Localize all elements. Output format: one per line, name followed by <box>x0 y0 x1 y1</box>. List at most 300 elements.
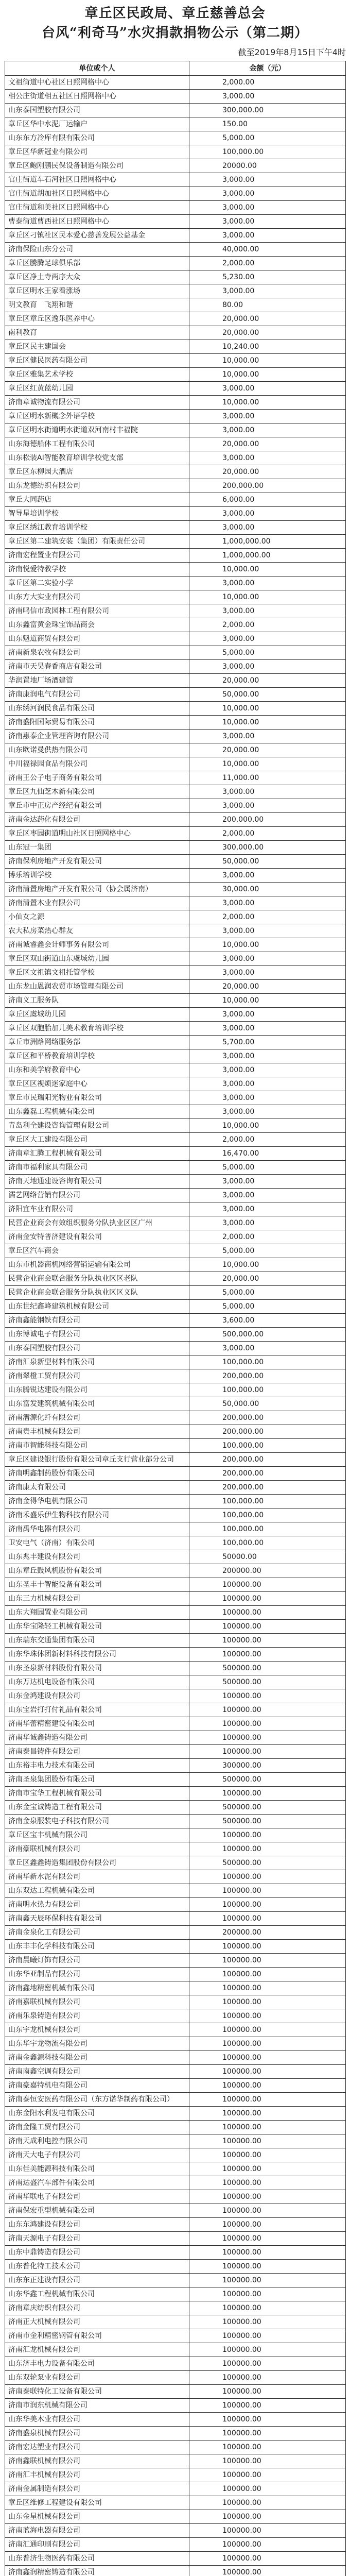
donor-name-cell: 济南汇龙机械有限公司 <box>5 2343 189 2357</box>
donor-name-cell: 山东济丰电力设备有限公司 <box>5 2357 189 2371</box>
donor-name-cell: 官庄街道胡加社区日照网格中心 <box>5 187 189 201</box>
donor-name-cell: 章丘区刁镇社区民本爱心慈善发展公益基金 <box>5 229 189 243</box>
donor-name-cell: 章丘区明水新概念外语学校 <box>5 410 189 423</box>
donation-amount-cell: 1,000,000.00 <box>189 549 346 563</box>
donation-amount-cell: 100000.00 <box>189 1592 346 1606</box>
donation-amount-cell: 3,000.00 <box>189 423 346 437</box>
donation-amount-cell: 100,000.00 <box>189 1383 346 1397</box>
table-header-row <box>5 61 346 76</box>
donor-name-cell: 济南惠泰企业管理咨询有限公司 <box>5 730 189 743</box>
table-row <box>5 1369 346 1383</box>
donation-amount-cell: 1,000,000.00 <box>189 535 346 549</box>
table-row <box>5 2441 346 2454</box>
donor-name-cell: 中川福禄园食品有限公司 <box>5 757 189 771</box>
donation-amount-cell: 100000.00 <box>189 1912 346 1926</box>
donor-name-cell: 济南金鑫源科技有限公司 <box>5 2051 189 2065</box>
table-row <box>5 966 346 980</box>
donor-name-cell: 山东圣丰十智能设备有限公司 <box>5 1578 189 1592</box>
donor-name-cell: 章丘区虞城幼儿园 <box>5 1008 189 1022</box>
table-row <box>5 2107 346 2121</box>
donor-name-cell: 济南鑫润精密铸造有限公司 <box>5 2566 189 2576</box>
donor-name-cell: 章丘区宝丰机械有限公司 <box>5 1828 189 1842</box>
donor-name-cell: 济南保险山东分公司 <box>5 243 189 257</box>
donor-name-cell: 山东普化特工技术公司 <box>5 2260 189 2274</box>
donation-amount-cell: 500000.00 <box>189 1801 346 1815</box>
notice-title-line2: 台风“利奇马”水灾捐款捐物公示（第二期） <box>0 24 350 42</box>
donor-name-cell: 济南康太有限公司 <box>5 1481 189 1495</box>
donation-amount-cell: 10,000.00 <box>189 563 346 577</box>
donor-name-cell: 山东华珠体团新材料科技有限公司 <box>5 1648 189 1662</box>
donation-amount-cell: 100000.00 <box>189 2121 346 2134</box>
donor-name-cell: 官庄街道车石河社区日照网格中心 <box>5 173 189 187</box>
donor-name-cell: 山东泰国塑胶有限公司 <box>5 104 189 117</box>
table-row <box>5 1648 346 1662</box>
donation-amount-cell: 100000.00 <box>189 2441 346 2454</box>
donation-amount-cell: 3,000.00 <box>189 1216 346 1230</box>
donor-name-cell: 山东佳美能源科技有限公司 <box>5 2162 189 2176</box>
donation-amount-cell: 100000.00 <box>189 2079 346 2093</box>
donation-amount-cell: 3,000.00 <box>189 1105 346 1119</box>
donation-amount-cell: 5,000.00 <box>189 1244 346 1258</box>
table-row <box>5 298 346 312</box>
donor-name-cell: 济南宏达塑业有限公司 <box>5 2441 189 2454</box>
donor-name-cell: 章丘区雅集艺术学校 <box>5 368 189 382</box>
donation-amount-cell: 3,000.00 <box>189 90 346 104</box>
table-row <box>5 2496 346 2510</box>
donor-name-cell: 山东市机器商机网络营销运输有限公司 <box>5 1258 189 1272</box>
table-row <box>5 2121 346 2134</box>
donation-amount-cell: 2,000.00 <box>189 618 346 632</box>
donor-name-cell: 济南新泉农牧有限公司 <box>5 646 189 660</box>
donor-name-cell: 济南豪联机械有限公司 <box>5 1842 189 1856</box>
table-row <box>5 1022 346 1036</box>
donation-amount-cell: 2,000.00 <box>189 1230 346 1244</box>
donor-name-cell: 山东普济生物医药有限公司 <box>5 2552 189 2566</box>
donor-name-cell: 济南保宏重型机械有限公司 <box>5 2204 189 2218</box>
donation-amount-cell: 100000.00 <box>189 1731 346 1745</box>
donor-name-cell: 山东双轮泵业有限公司 <box>5 2371 189 2385</box>
donation-amount-cell: 100000.00 <box>189 2218 346 2232</box>
table-row <box>5 980 346 994</box>
donation-amount-cell: 100,000.00 <box>189 1509 346 1522</box>
table-row <box>5 1536 346 1550</box>
donation-amount-cell: 100000.00 <box>189 1689 346 1703</box>
donor-name-cell: 济南达盛汽车部件有限公司 <box>5 2176 189 2190</box>
donor-name-cell: 济南翠橙工贸有限公司 <box>5 1369 189 1383</box>
donor-name-cell: 山东方大实业有限公司 <box>5 590 189 604</box>
donation-amount-cell: 10,000.00 <box>189 994 346 1008</box>
table-row <box>5 507 346 521</box>
table-row <box>5 1675 346 1689</box>
donation-amount-cell: 200,000.00 <box>189 1453 346 1467</box>
donor-name-cell: 济南鸣信市政园林工程有限公司 <box>5 604 189 618</box>
donor-name-cell: 山东世纪鑫峰建筑机械有限公司 <box>5 1300 189 1314</box>
donation-amount-cell: 500,000.00 <box>189 1328 346 1342</box>
table-row <box>5 1244 346 1258</box>
donation-amount-cell: 100000.00 <box>189 1828 346 1842</box>
table-row <box>5 1940 346 1954</box>
donation-amount-cell: 3,600.00 <box>189 1314 346 1328</box>
donation-amount-cell: 100000.00 <box>189 2357 346 2371</box>
donation-amount-cell: 100000.00 <box>189 2287 346 2301</box>
donor-name-cell: 章丘区东柳园大酒店 <box>5 465 189 479</box>
table-row <box>5 354 346 368</box>
donor-name-cell: 民营企业商会有效组织服务分队执业区区广州 <box>5 1216 189 1230</box>
table-row <box>5 2538 346 2552</box>
table-row <box>5 1522 346 1536</box>
donation-amount-cell: 20,000.00 <box>189 437 346 451</box>
donation-amount-cell: 100000.00 <box>189 2343 346 2357</box>
donation-amount-cell: 3,000.00 <box>189 1063 346 1077</box>
donor-name-cell: 智导星培训学校 <box>5 507 189 521</box>
donor-name-cell: 山东华鑫工程机械有限公司 <box>5 2287 189 2301</box>
donor-name-cell: 章丘区华中水泥厂运输户 <box>5 117 189 131</box>
donation-amount-cell: 100000.00 <box>189 1787 346 1801</box>
table-row <box>5 1745 346 1759</box>
table-row <box>5 869 346 883</box>
donation-amount-cell: 3,000.00 <box>189 1091 346 1105</box>
donor-name-cell: 章丘区文祖镇文祖托管学校 <box>5 966 189 980</box>
donor-name-cell: 章丘区騰腾足球俱乐部 <box>5 257 189 270</box>
donation-amount-cell: 100000.00 <box>189 1578 346 1592</box>
donor-name-cell: 山东泰国塑胶有限公司 <box>5 1342 189 1355</box>
table-row <box>5 2037 346 2051</box>
table-row <box>5 2343 346 2357</box>
table-row <box>5 799 346 813</box>
donor-name-cell: 章丘区鲍刚鹏民保设备制造有限公司 <box>5 159 189 173</box>
table-row <box>5 284 346 298</box>
table-row <box>5 2204 346 2218</box>
donor-name-cell: 章丘区九仙芝木新有限公司 <box>5 785 189 799</box>
donation-amount-cell: 5,000.00 <box>189 646 346 660</box>
donation-amount-cell: 100000.00 <box>189 1717 346 1731</box>
donation-amount-cell: 2,000.00 <box>189 76 346 90</box>
donor-name-cell: 济南金达药化有限公司 <box>5 813 189 827</box>
table-row <box>5 646 346 660</box>
donation-amount-cell: 10,000.00 <box>189 716 346 730</box>
table-row <box>5 2287 346 2301</box>
table-row <box>5 1286 346 1300</box>
table-row <box>5 104 346 117</box>
donor-name-cell: 济南禾盛乐伊生物科技有限公司 <box>5 1509 189 1522</box>
donation-amount-cell: 3,000.00 <box>189 187 346 201</box>
table-row <box>5 1898 346 1912</box>
donor-name-cell: 济南金泉服装电子科技有限公司 <box>5 1815 189 1828</box>
donation-amount-cell: 3,000.00 <box>189 507 346 521</box>
donor-name-cell: 章丘区建设银行股份有限公司章丘支行营业部分公司 <box>5 1453 189 1467</box>
table-row <box>5 1063 346 1077</box>
donor-name-cell: 济南金隆工贸有限公司 <box>5 2121 189 2134</box>
table-row <box>5 771 346 785</box>
donor-name-cell: 章丘区净土寺两序大众 <box>5 270 189 284</box>
donor-name-cell: 章丘区大工建设有限公司 <box>5 1133 189 1147</box>
table-row <box>5 2482 346 2496</box>
donation-amount-cell: 3,000.00 <box>189 284 346 298</box>
table-row <box>5 1328 346 1342</box>
donation-amount-cell: 200,000.00 <box>189 1369 346 1383</box>
donor-name-cell: 济南鑫联机械有限公司 <box>5 2454 189 2468</box>
donation-amount-cell: 200000.00 <box>189 1564 346 1578</box>
table-row <box>5 1981 346 1995</box>
donor-name-cell: 济南宏程置业有限公司 <box>5 549 189 563</box>
donor-name-cell: 济南乐泉铸造有限公司 <box>5 2009 189 2023</box>
donation-amount-cell: 5,000.00 <box>189 1286 346 1300</box>
donor-name-cell: 山东金阳水利发电有限公司 <box>5 2107 189 2121</box>
donation-amount-cell: 3,000.00 <box>189 1202 346 1216</box>
table-row <box>5 604 346 618</box>
donation-amount-cell: 100000.00 <box>189 2315 346 2329</box>
table-row <box>5 1397 346 1411</box>
donation-amount-cell: 500000.00 <box>189 1675 346 1689</box>
donor-name-cell: 章丘区第二建筑安装（集团）有限责任公司 <box>5 535 189 549</box>
table-row <box>5 2468 346 2482</box>
table-row <box>5 1787 346 1801</box>
table-row <box>5 535 346 549</box>
table-row <box>5 1355 346 1369</box>
table-row <box>5 910 346 924</box>
table-row <box>5 257 346 270</box>
table-row <box>5 1105 346 1119</box>
donor-name-cell: 华润置地厂场酒建管 <box>5 674 189 688</box>
donation-amount-cell: 20,000.00 <box>189 312 346 326</box>
donor-name-cell: 济南华联电子有限公司 <box>5 2190 189 2204</box>
table-row <box>5 2315 346 2329</box>
donation-amount-cell: 5,000.00 <box>189 1300 346 1314</box>
table-row <box>5 1620 346 1634</box>
donation-amount-cell: 10,000.00 <box>189 1119 346 1133</box>
column-header-donor: 单位或个人 <box>5 61 189 76</box>
donor-name-cell: 山东金鸿建设有限公司 <box>5 1689 189 1703</box>
table-row <box>5 437 346 451</box>
donation-amount-cell: 100000.00 <box>189 2301 346 2315</box>
donation-amount-cell: 3,000.00 <box>189 521 346 535</box>
donation-amount-cell: 3,000.00 <box>189 785 346 799</box>
donation-amount-cell: 100000.00 <box>189 2399 346 2413</box>
donation-amount-cell: 50000.00 <box>189 1550 346 1564</box>
donation-amount-cell: 10,000.00 <box>189 354 346 368</box>
table-row <box>5 2552 346 2566</box>
donation-amount-cell: 3,000.00 <box>189 215 346 229</box>
table-row <box>5 76 346 90</box>
table-row <box>5 465 346 479</box>
table-row <box>5 2385 346 2399</box>
table-row <box>5 2079 346 2093</box>
table-row <box>5 1077 346 1091</box>
donor-name-cell: 济南章庆纺织有限公司 <box>5 2301 189 2315</box>
donor-name-cell: 济阳宜车业有限公司 <box>5 1202 189 1216</box>
donor-name-cell: 济南盛阳国际贸易有限公司 <box>5 716 189 730</box>
donor-name-cell: 南利教育 <box>5 326 189 340</box>
donation-amount-cell: 3,000.00 <box>189 799 346 813</box>
donation-amount-cell: 100000.00 <box>189 2454 346 2468</box>
donation-amount-cell: 5,700.00 <box>189 1036 346 1049</box>
donation-amount-cell: 100000.00 <box>189 1995 346 2009</box>
donation-amount-cell: 500000.00 <box>189 1856 346 1870</box>
donation-amount-cell: 100000.00 <box>189 2427 346 2441</box>
table-row <box>5 159 346 173</box>
donation-amount-cell: 100000.00 <box>189 2051 346 2065</box>
table-row <box>5 187 346 201</box>
table-row <box>5 855 346 869</box>
donor-name-cell: 济南泰恒安医药有限公司（东方诺华制药有限公司） <box>5 2093 189 2107</box>
donation-amount-cell: 3,000.00 <box>189 451 346 465</box>
donor-name-cell: 济南圣泉集团股份有限公司 <box>5 1773 189 1787</box>
donation-amount-cell: 200,000.00 <box>189 1411 346 1425</box>
donation-amount-cell: 100000.00 <box>189 2260 346 2274</box>
donation-amount-cell: 10,000.00 <box>189 396 346 410</box>
donation-amount-cell: 3,000.00 <box>189 173 346 187</box>
table-row <box>5 2274 346 2287</box>
donor-name-cell: 章丘区第二实验小学 <box>5 577 189 590</box>
donation-amount-cell: 20,000.00 <box>189 674 346 688</box>
donation-amount-cell: 100,000.00 <box>189 1439 346 1453</box>
table-row <box>5 270 346 284</box>
table-row <box>5 1091 346 1105</box>
donor-name-cell: 济南义工服务队 <box>5 994 189 1008</box>
donor-name-cell: 章丘区和平桥教育培训学校 <box>5 1049 189 1063</box>
donor-name-cell: 濡艺网络营销有限公司 <box>5 1189 189 1202</box>
table-row <box>5 312 346 326</box>
donation-amount-cell: 20,000.00 <box>189 465 346 479</box>
donation-amount-cell: 100000.00 <box>189 1884 346 1898</box>
donor-name-cell: 章丘区鑫鑫铸造集团股份有限公司 <box>5 1856 189 1870</box>
donor-name-cell: 章丘区绣江教育培训学校 <box>5 521 189 535</box>
donor-name-cell: 山东章丘鼓风机股份有限公司 <box>5 1564 189 1578</box>
table-row <box>5 451 346 465</box>
donor-name-cell: 山东华美木业有限公司 <box>5 2413 189 2427</box>
table-row <box>5 2510 346 2524</box>
donor-name-cell: 济南金得华电机有限公司 <box>5 1495 189 1509</box>
donor-name-cell: 济南泰联特化工设备有限公司 <box>5 2385 189 2399</box>
table-row <box>5 549 346 563</box>
table-row <box>5 1467 346 1481</box>
table-row <box>5 1509 346 1522</box>
table-row <box>5 117 346 131</box>
donor-name-cell: 山东双达工程机械有限公司 <box>5 1884 189 1898</box>
table-row <box>5 2134 346 2148</box>
donation-amount-cell: 100000.00 <box>189 1981 346 1995</box>
table-row <box>5 938 346 952</box>
table-row <box>5 479 346 493</box>
table-row <box>5 952 346 966</box>
donor-name-cell: 明文教育 飞翔和谐 <box>5 298 189 312</box>
donation-amount-cell: 30,000.00 <box>189 883 346 896</box>
donation-amount-cell: 50,000.00 <box>189 855 346 869</box>
notice-header <box>0 0 350 61</box>
donation-amount-cell: 100000.00 <box>189 1606 346 1620</box>
donation-amount-cell: 3,000.00 <box>189 201 346 215</box>
donation-amount-cell: 2,000.00 <box>189 1133 346 1147</box>
table-row <box>5 1592 346 1606</box>
donation-amount-cell: 300000.00 <box>189 1759 346 1773</box>
donor-name-cell: 山东鑫磊工程机械有限公司 <box>5 1105 189 1119</box>
table-row <box>5 2023 346 2037</box>
donation-amount-cell: 10,240.00 <box>189 340 346 354</box>
donation-amount-cell: 80.00 <box>189 298 346 312</box>
donation-amount-cell: 10,000.00 <box>189 757 346 771</box>
donation-amount-cell: 6,000.00 <box>189 493 346 507</box>
donation-amount-cell: 3,000.00 <box>189 660 346 674</box>
donation-amount-cell: 5,000.00 <box>189 1161 346 1175</box>
table-row <box>5 1272 346 1286</box>
donor-name-cell: 济南市福利家具有限公司 <box>5 1161 189 1175</box>
table-row <box>5 1550 346 1564</box>
donation-amount-cell: 100000.00 <box>189 2204 346 2218</box>
donation-amount-cell: 200,000.00 <box>189 1467 346 1481</box>
donation-amount-cell: 500000.00 <box>189 1815 346 1828</box>
table-row <box>5 1634 346 1648</box>
table-row <box>5 1578 346 1592</box>
donor-name-cell: 济南天源电子有限公司 <box>5 2232 189 2246</box>
donation-amount-cell: 100000.00 <box>189 2134 346 2148</box>
donor-name-cell: 山东金宝诚铸造工程有限公司 <box>5 1801 189 1815</box>
donor-name-cell: 济南悦爱特教学校 <box>5 563 189 577</box>
donation-amount-cell: 100,000.00 <box>189 1495 346 1509</box>
donor-name-cell: 山东宝岩打打付礼品有限公司 <box>5 1703 189 1717</box>
donor-name-cell: 济南晨曦灯饰有限公司 <box>5 1954 189 1968</box>
donor-name-cell: 山东大翔园置业有限公司 <box>5 1606 189 1620</box>
donor-name-cell: 济南禹华电器有限公司 <box>5 1522 189 1536</box>
donor-name-cell: 济南保利房地产开发有限公司 <box>5 855 189 869</box>
donor-name-cell: 山东松装AI智能教育培训学校党支部 <box>5 451 189 465</box>
donor-name-cell: 济南清置木业有限公司 <box>5 896 189 910</box>
table-row <box>5 1828 346 1842</box>
donation-amount-cell: 100000.00 <box>189 2190 346 2204</box>
donor-name-cell: 济南金安特普济建设有限公司 <box>5 1230 189 1244</box>
donation-amount-cell: 100000.00 <box>189 2162 346 2176</box>
donation-amount-cell: 100000.00 <box>189 2496 346 2510</box>
donation-amount-cell: 16,470.00 <box>189 1147 346 1161</box>
donor-name-cell: 山东魁道商贸有限公司 <box>5 632 189 646</box>
donation-amount-cell: 200,000.00 <box>189 813 346 827</box>
donor-name-cell: 济南天地通建设咨询有限公司 <box>5 1175 189 1189</box>
donor-name-cell: 济南金属制造有限公司 <box>5 2482 189 2496</box>
table-row <box>5 2246 346 2260</box>
table-row <box>5 563 346 577</box>
table-row <box>5 660 346 674</box>
donation-amount-cell: 40,000.00 <box>189 243 346 257</box>
donor-name-cell: 山东东鸿建设有限公司 <box>5 2218 189 2232</box>
donation-amount-cell: 100000.00 <box>189 2148 346 2162</box>
donor-name-cell: 济南清置房地产开发有限公司（协会属济南） <box>5 883 189 896</box>
donor-name-cell: 济南正大机械有限公司 <box>5 2315 189 2329</box>
donor-name-cell: 济南鑫能钢铁有限公司 <box>5 1314 189 1328</box>
donation-amount-cell: 100000.00 <box>189 2413 346 2427</box>
donation-amount-cell: 11,000.00 <box>189 771 346 785</box>
donor-name-cell: 山东东正建设有限公司 <box>5 2274 189 2287</box>
donation-amount-cell: 100000.00 <box>189 2009 346 2023</box>
donation-amount-cell: 100000.00 <box>189 2538 346 2552</box>
table-row <box>5 1049 346 1063</box>
donation-amount-cell: 3,000.00 <box>189 952 346 966</box>
donation-amount-cell: 100000.00 <box>189 2552 346 2566</box>
donor-name-cell: 章丘区双胞胎加儿美术教育培训学校 <box>5 1022 189 1036</box>
donation-amount-cell: 100000.00 <box>189 1634 346 1648</box>
table-row <box>5 1202 346 1216</box>
table-row <box>5 618 346 632</box>
donation-amount-cell: 100000.00 <box>189 2385 346 2399</box>
donation-amount-cell: 100,000.00 <box>189 145 346 159</box>
donation-amount-cell: 100,000.00 <box>189 1355 346 1369</box>
table-row <box>5 2399 346 2413</box>
table-row <box>5 757 346 771</box>
donation-amount-cell: 100000.00 <box>189 2246 346 2260</box>
table-row <box>5 229 346 243</box>
donation-amount-cell: 20,000.00 <box>189 980 346 994</box>
donor-name-cell: 济南盛泉机械有限公司 <box>5 2427 189 2441</box>
table-row <box>5 2413 346 2427</box>
donor-name-cell: 章丘区健民医药有限公司 <box>5 354 189 368</box>
